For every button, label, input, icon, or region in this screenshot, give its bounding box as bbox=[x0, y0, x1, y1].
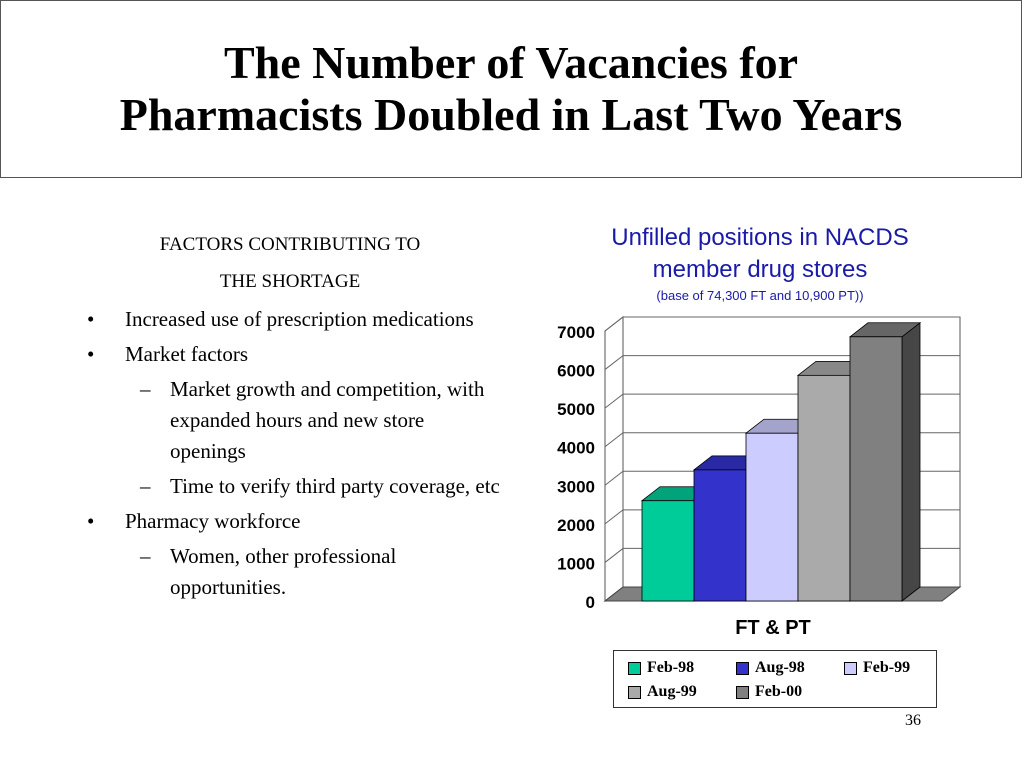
factor-subitem-text: Time to verify third party coverage, etc bbox=[170, 474, 500, 498]
y-tick-label: 1000 bbox=[557, 554, 595, 574]
bullet-marker: • bbox=[87, 307, 95, 331]
chart-legend bbox=[613, 650, 937, 708]
legend-item bbox=[628, 682, 697, 702]
factors-heading-line-2: THE SHORTAGE bbox=[219, 271, 361, 292]
legend-label: Feb-99 bbox=[863, 659, 911, 676]
legend-item bbox=[628, 658, 694, 678]
bar-chart bbox=[520, 305, 970, 645]
factor-item-text: Market factors bbox=[125, 342, 249, 366]
slide-number: 36 bbox=[905, 712, 921, 729]
y-tick-label: 4000 bbox=[557, 438, 595, 458]
factors-list bbox=[80, 226, 500, 603]
factor-subitem bbox=[80, 374, 500, 467]
bullet-marker: • bbox=[87, 509, 95, 533]
y-tick-label: 3000 bbox=[557, 477, 595, 497]
chart-subtitle: (base of 74,300 FT and 10,900 PT)) bbox=[656, 288, 864, 303]
bar bbox=[850, 337, 902, 601]
legend-label: Feb-00 bbox=[755, 683, 803, 700]
y-tick-label: 5000 bbox=[557, 400, 595, 420]
legend-item bbox=[736, 682, 802, 702]
factor-item bbox=[80, 506, 500, 537]
legend-label: Aug-99 bbox=[647, 683, 697, 700]
legend-swatch bbox=[736, 662, 749, 675]
factors-heading-line-1: FACTORS CONTRIBUTING TO bbox=[159, 234, 421, 255]
legend-swatch bbox=[844, 662, 857, 675]
bar bbox=[642, 501, 694, 601]
chart-title-line-1: Unfilled positions in NACDS bbox=[611, 224, 909, 251]
factor-item bbox=[80, 304, 500, 335]
bar bbox=[694, 470, 746, 601]
factor-subitem-text: Women, other professional opportunities. bbox=[170, 544, 397, 599]
legend-item bbox=[844, 658, 910, 678]
bar bbox=[746, 433, 798, 601]
bullet-marker: • bbox=[87, 342, 95, 366]
y-tick-label: 0 bbox=[585, 593, 595, 612]
factor-subitem-text: Market growth and competition, with expanded hours and new store openings bbox=[170, 377, 485, 463]
legend-label: Aug-98 bbox=[755, 659, 805, 676]
title-box bbox=[0, 0, 1022, 178]
factors-heading bbox=[80, 226, 500, 300]
factor-subitem bbox=[80, 541, 500, 603]
legend-swatch bbox=[628, 686, 641, 699]
factor-item-text: Increased use of prescription medications bbox=[125, 307, 474, 331]
y-tick-label: 2000 bbox=[557, 515, 595, 535]
y-tick-label: 7000 bbox=[557, 323, 595, 342]
bar-side bbox=[902, 323, 920, 601]
slide-title-line-1: The Number of Vacancies for bbox=[223, 37, 799, 88]
dash-marker: – bbox=[140, 377, 151, 401]
dash-marker: – bbox=[140, 544, 151, 568]
bar bbox=[798, 375, 850, 601]
slide-title-line-2: Pharmacists Doubled in Last Two Years bbox=[119, 89, 903, 140]
chart-title bbox=[560, 222, 960, 286]
legend-swatch bbox=[736, 686, 749, 699]
dash-marker: – bbox=[140, 474, 151, 498]
legend-swatch bbox=[628, 662, 641, 675]
legend-item bbox=[736, 658, 805, 678]
factor-subitem bbox=[80, 471, 500, 502]
legend-label: Feb-98 bbox=[647, 659, 695, 676]
chart-title-line-2: member drug stores bbox=[652, 256, 868, 283]
factor-item bbox=[80, 339, 500, 370]
x-axis-label: FT & PT bbox=[735, 617, 811, 639]
chart-side-wall bbox=[605, 317, 623, 601]
factor-item-text: Pharmacy workforce bbox=[125, 509, 301, 533]
y-tick-label: 6000 bbox=[557, 361, 595, 381]
